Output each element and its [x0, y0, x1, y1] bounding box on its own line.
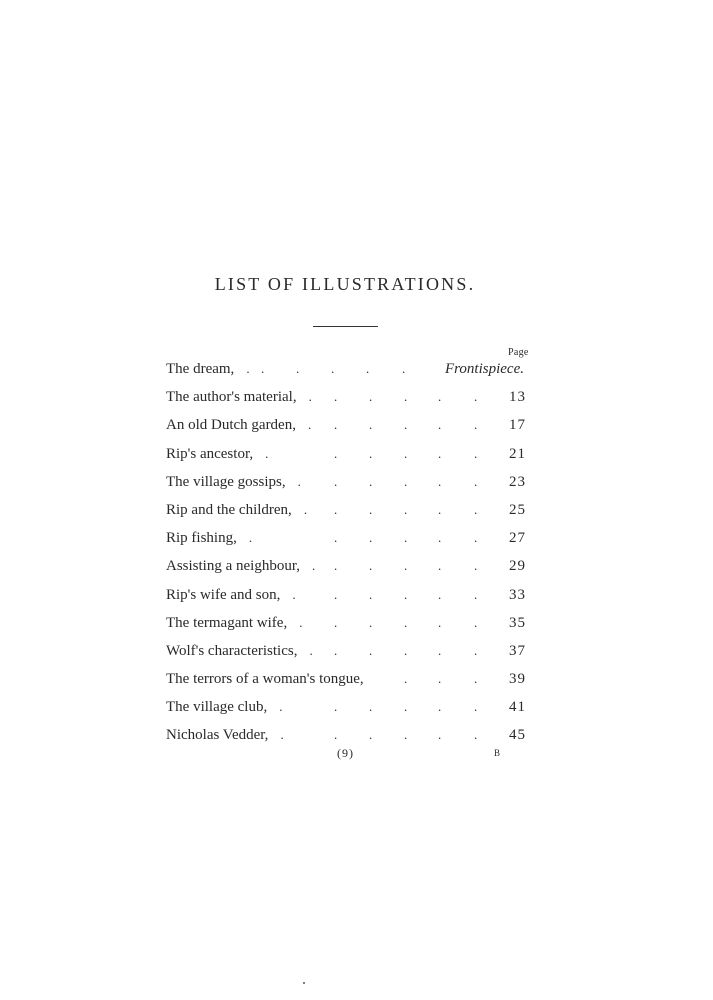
- leader-dot: .: [404, 501, 408, 517]
- leader-dot: .: [438, 473, 442, 489]
- leader-dot: .: [474, 671, 478, 687]
- leader-dot: .: [402, 361, 406, 376]
- leader-dot: .: [334, 473, 338, 489]
- leader-dot: .: [438, 558, 442, 574]
- entry-label: The dream,: [166, 361, 235, 377]
- page-column-header: Page: [508, 347, 529, 358]
- list-item: [166, 468, 536, 496]
- leader-dot: .: [474, 530, 478, 546]
- leader-dot: .: [334, 445, 338, 461]
- entry-label: Rip's wife and son,: [166, 586, 281, 603]
- entry-page: 33: [509, 586, 526, 603]
- leader-dot: .: [404, 699, 408, 715]
- leader-dot: .: [474, 699, 478, 715]
- leader-dot: .: [334, 586, 338, 602]
- leader-dot: .: [404, 671, 408, 687]
- leader-dot: .: [438, 727, 442, 743]
- print-speck: [303, 982, 305, 984]
- leader-dot: .: [334, 558, 338, 574]
- entry-page: 37: [509, 642, 526, 659]
- leader-dot: .: [334, 530, 338, 546]
- list-item: [166, 581, 536, 609]
- list-item: [166, 637, 536, 665]
- entry-label: Rip fishing,: [166, 530, 237, 547]
- leader-dot: .: [404, 558, 408, 574]
- leader-dot: .: [474, 473, 478, 489]
- folio-number: (9): [337, 746, 354, 760]
- leader-dot: .: [369, 417, 373, 433]
- leader-dot: .: [369, 501, 373, 517]
- list-item: [166, 411, 536, 439]
- leader-dot: .: [404, 530, 408, 546]
- leader-dot: .: [474, 558, 478, 574]
- leader-dot: .: [438, 586, 442, 602]
- leader-dot: .: [404, 445, 408, 461]
- leader-dot: .: [438, 699, 442, 715]
- leader-dot: .: [334, 614, 338, 630]
- leader-dot: .: [474, 614, 478, 630]
- entry-label: The village gossips,: [166, 473, 286, 490]
- leader-dot: .: [404, 586, 408, 602]
- list-item: [166, 355, 536, 383]
- entry-label: Wolf's characteristics,: [166, 642, 298, 659]
- entry-page: 23: [509, 473, 526, 490]
- list-item: [166, 496, 536, 524]
- leader-dot: .: [369, 389, 373, 405]
- leader-dot: .: [309, 642, 313, 658]
- leader-dot: .: [279, 699, 283, 715]
- title-rule: [313, 326, 378, 327]
- entry-page: 35: [509, 614, 526, 631]
- entry-label: The village club,: [166, 699, 268, 716]
- leader-dot: .: [369, 586, 373, 602]
- leader-dot: .: [334, 417, 338, 433]
- entry-page: 21: [509, 445, 526, 462]
- leader-dot: .: [292, 586, 296, 602]
- leader-dot: .: [369, 642, 373, 658]
- leader-dot: .: [307, 417, 312, 433]
- leader-dot: .: [265, 445, 269, 461]
- leader-dot: .: [369, 445, 373, 461]
- leader-dot: .: [438, 642, 442, 658]
- leader-dot: .: [369, 473, 373, 489]
- leader-dot: .: [438, 417, 442, 433]
- page-title: LIST OF ILLUSTRATIONS.: [214, 274, 476, 294]
- leader-dot: .: [280, 727, 284, 743]
- leader-dot: .: [308, 389, 312, 405]
- entry-label: Nicholas Vedder,: [166, 727, 269, 744]
- leader-dot: .: [474, 501, 478, 517]
- entry-page: 25: [509, 501, 526, 518]
- leader-dot: .: [296, 361, 300, 376]
- leader-dot: .: [474, 586, 478, 602]
- leader-dot: .: [438, 614, 442, 630]
- entry-page: 17: [509, 417, 526, 434]
- leader-dot: .: [404, 389, 408, 405]
- leader-dot: .: [438, 671, 442, 687]
- leader-dot: .: [369, 558, 373, 574]
- leader-dot: .: [474, 642, 478, 658]
- entry-label: The terrors of a woman's tongue,: [166, 671, 364, 688]
- entry-label: The author's material,: [166, 389, 297, 406]
- leader-dot: .: [331, 361, 335, 376]
- leader-dot: .: [438, 445, 442, 461]
- leader-dot: .: [474, 389, 478, 405]
- illustrations-list: [166, 355, 536, 750]
- leader-dot: .: [474, 727, 478, 743]
- leader-dot: .: [334, 727, 338, 743]
- leader-dot: .: [369, 727, 373, 743]
- leader-dot: .: [369, 530, 373, 546]
- leader-dot: .: [369, 614, 373, 630]
- leader-dot: .: [474, 417, 478, 433]
- leader-dot: .: [404, 473, 408, 489]
- entry-page: 41: [509, 699, 526, 716]
- entry-page: 39: [509, 671, 526, 688]
- list-item: [166, 609, 536, 637]
- entry-label: Rip's ancestor,: [166, 445, 254, 462]
- entry-page: 13: [509, 389, 526, 406]
- list-item: [166, 552, 536, 580]
- list-item: [166, 665, 536, 693]
- leader-dot: .: [334, 699, 338, 715]
- entry-label: Rip and the children,: [166, 501, 292, 518]
- leader-dot: .: [246, 361, 250, 376]
- entry-page: 45: [509, 727, 526, 744]
- leader-dot: .: [311, 558, 316, 574]
- leader-dot: .: [404, 727, 408, 743]
- leader-dot: .: [334, 501, 338, 517]
- leader-dot: .: [261, 361, 265, 376]
- leader-dot: .: [366, 361, 370, 376]
- entry-label: The termagant wife,: [166, 614, 288, 631]
- leader-dot: .: [369, 699, 373, 715]
- leader-dot: .: [248, 530, 253, 546]
- leader-dot: .: [438, 530, 442, 546]
- leader-dot: .: [474, 445, 478, 461]
- signature-mark: B: [494, 748, 501, 758]
- leader-dot: .: [404, 614, 408, 630]
- entry-page: 29: [509, 558, 526, 575]
- leader-dot: .: [299, 614, 303, 630]
- leader-dot: .: [404, 417, 408, 433]
- leader-dot: .: [303, 501, 308, 517]
- leader-dot: .: [334, 642, 338, 658]
- entry-page: 27: [509, 530, 526, 547]
- leader-dot: .: [334, 389, 338, 405]
- entry-page: Frontispiece.: [444, 361, 524, 377]
- entry-label: An old Dutch garden,: [166, 417, 296, 434]
- list-item: [166, 383, 536, 411]
- list-item: [166, 524, 536, 552]
- list-item: [166, 693, 536, 721]
- entry-label: Assisting a neighbour,: [166, 558, 300, 575]
- leader-dot: .: [438, 389, 442, 405]
- list-item: [166, 440, 536, 468]
- leader-dot: .: [438, 501, 442, 517]
- leader-dot: .: [404, 642, 408, 658]
- leader-dot: .: [297, 473, 301, 489]
